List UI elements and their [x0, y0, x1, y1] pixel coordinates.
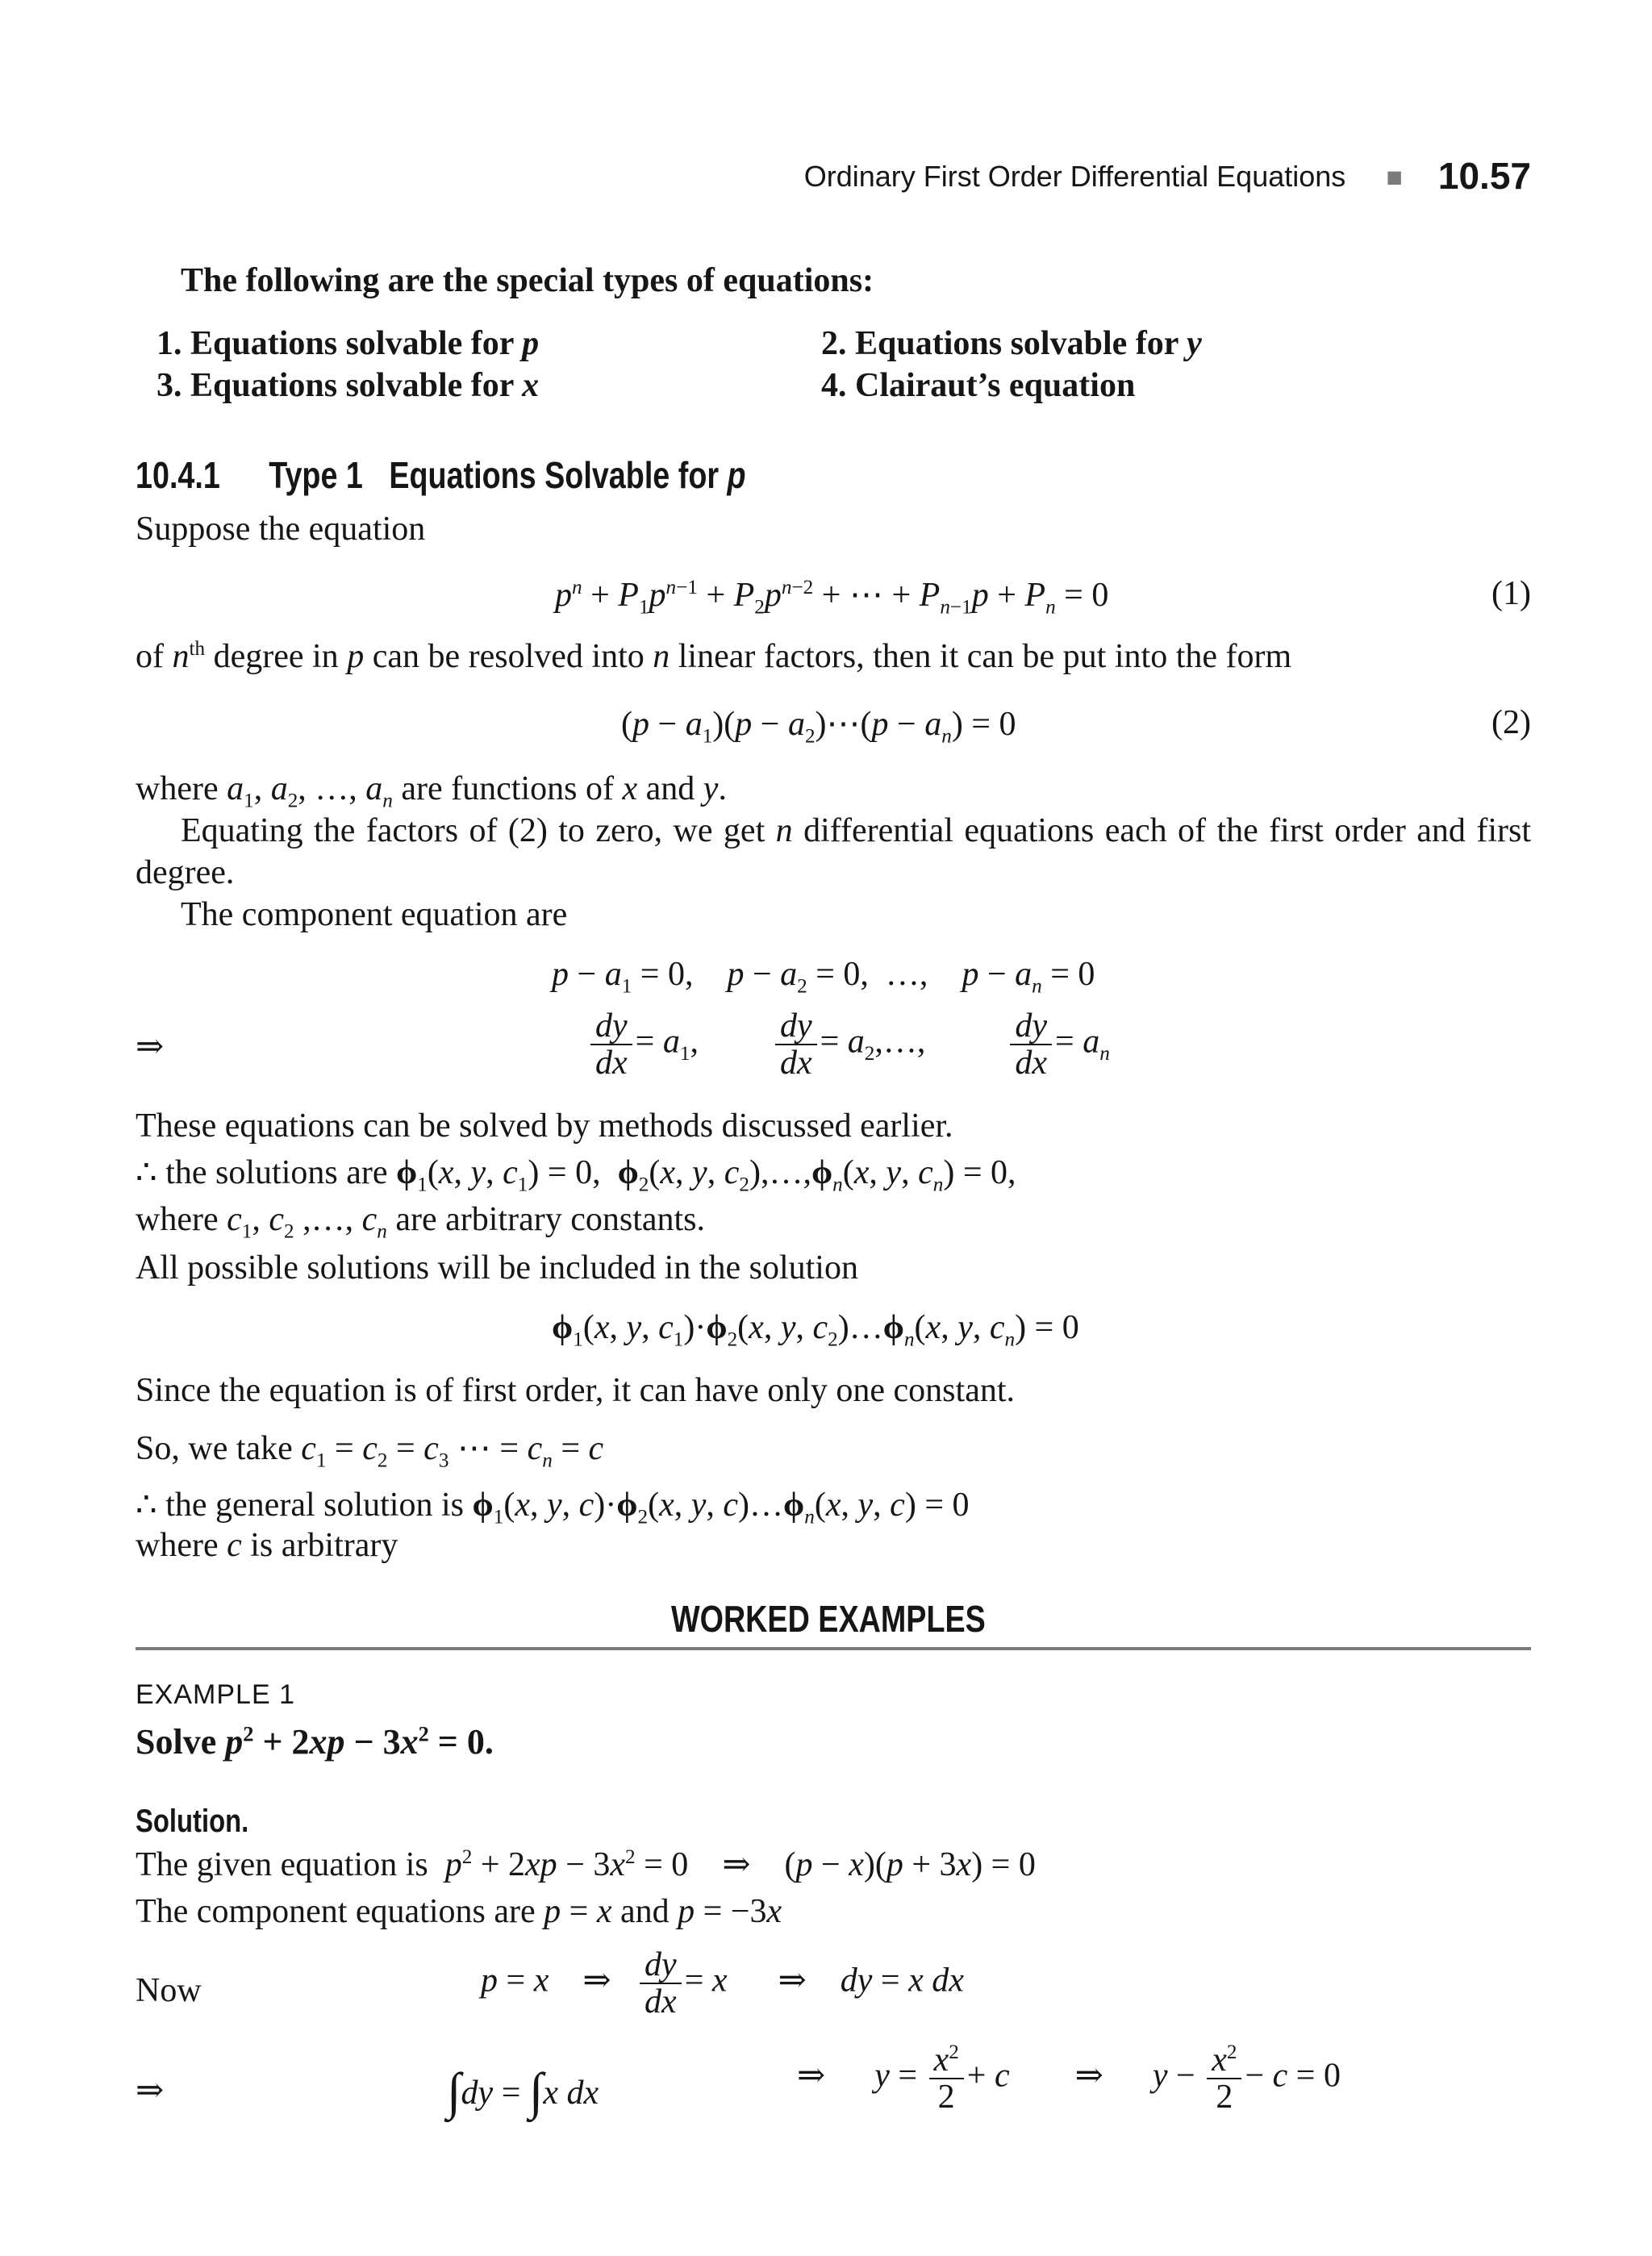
equation-number-1: (1)	[1491, 575, 1531, 612]
page-number: 10.57	[1437, 155, 1531, 197]
solution-label: Solution.	[136, 1804, 249, 1839]
para-equating: Equating the factors of (2) to zero, we get n differential equations each of the first order and first	[181, 812, 1531, 849]
type-item-1: 1. Equations solvable for p	[156, 325, 540, 362]
section-type: Type 1	[269, 454, 363, 496]
para-given-equation: The given equation is $p^2 + 2xp - 3x^2 = 0$ ⇒ (p − x)(p + 3x) = 0	[136, 1846, 1036, 1883]
running-header	[804, 152, 1531, 195]
type-item-2: 2. Equations solvable for y	[821, 325, 1202, 362]
para-solutions: ∴ the solutions are $\phi_1(x$, y, $c_1) = 0$, $\phi_2(x$, y, $c_2),\dots,\phi_n(x$, y, $c_n) = 0$,	[136, 1154, 1016, 1196]
para-equating-cont: degree.	[136, 854, 235, 891]
worked-examples-heading: WORKED EXAMPLES	[671, 1598, 986, 1640]
para-where-c: where c is arbitrary	[136, 1527, 398, 1564]
para-component: The component equation are	[181, 896, 568, 933]
implies-arrow: ⇒	[136, 1028, 165, 1065]
type-item-4: 4. Clairaut’s equation	[821, 367, 1136, 404]
now-label: Now	[136, 1972, 202, 2009]
header-separator-icon: ■	[1386, 162, 1403, 193]
integral-step: ∫dy = ∫x dx	[447, 2062, 599, 2120]
now-derivation: p = x ⇒ $\frac{dy}{dx}$ = x ⇒ dy = x dx	[481, 1946, 964, 2021]
para-all-solutions: All possible solutions will be included in the solution	[136, 1249, 858, 1286]
chapter-title: Ordinary First Order Differential Equations	[803, 160, 1346, 193]
integral-result: ⇒ y = $\frac{x^2}{2}$ + c ⇒ y − $\frac{x^2}{2}$ − c = 0	[797, 2041, 1341, 2116]
product-solution: $\phi_1(x$, y, $c_1)\cdot\phi_2(x$, y, $c_2)\dots\phi_n(x$, y, $c_n) = 0$	[552, 1309, 1079, 1351]
para-nth-degree: of $n^{th}$ degree in p can be resolved into n linear factors, then it can be put into the form	[136, 638, 1292, 675]
para-where-functions: where $a_1$, $a_2$, …, $a_n$ are functions of x and y.	[136, 770, 727, 812]
para-since: Since the equation is of first order, it can have only one constant.	[136, 1372, 1016, 1409]
intro-heading: The following are the special types of equations:	[181, 262, 874, 299]
equation-1: $p^n + P_1p^{n-1} + P_2p^{n-2}$ + ⋯ + $P_{n-1}p + P_n = 0$	[555, 577, 1109, 619]
para-so: So, we take $c_1 = c_2 = c_3$ ⋯ = $c_n = c$	[136, 1430, 604, 1472]
section-number: 10.4.1	[136, 454, 220, 496]
para-solved: These equations can be solved by methods discussed earlier.	[136, 1107, 953, 1145]
component-equations: $p - a_1 = 0$, $p - a_2 = 0$, …, $p - a_n = 0$	[552, 956, 1095, 998]
example-label: EXAMPLE 1	[136, 1679, 295, 1710]
divider	[136, 1647, 1531, 1650]
derivative-equations: $\frac{dy}{dx}$ = $a_1$, $\frac{dy}{dx}$ = $a_2,\dots$, $\frac{dy}{dx}$ = $a_n$	[587, 1008, 1110, 1081]
section-heading: 10.4.1 Type 1 Equations Solvable for p	[136, 454, 746, 496]
equation-number-2: (2)	[1491, 704, 1531, 741]
para-arbitrary-constants: where $c_1$, $c_2$ ,…, $c_n$ are arbitrary constants.	[136, 1201, 706, 1243]
type-item-3: 3. Equations solvable for x	[156, 367, 540, 404]
implies-arrow-2: ⇒	[136, 2072, 165, 2109]
equation-2: $(p - a_1)(p$ − $a_2)\cdots(p - a_n) = 0$	[621, 706, 1016, 748]
para-general-solution: ∴ the general solution is $\phi_1(x$, y, $c)\cdot\phi_2(x$, y, $c)\dots\phi_n(x$, y, c) = 0	[136, 1487, 970, 1528]
example-problem: Solve $p^2 + 2xp - 3x^2 = 0$.	[136, 1721, 494, 1762]
para-component-equations: The component equations are p = x and p = −3x	[136, 1893, 782, 1930]
section-title: Equations Solvable for	[389, 454, 720, 496]
para-suppose: Suppose the equation	[136, 511, 426, 548]
